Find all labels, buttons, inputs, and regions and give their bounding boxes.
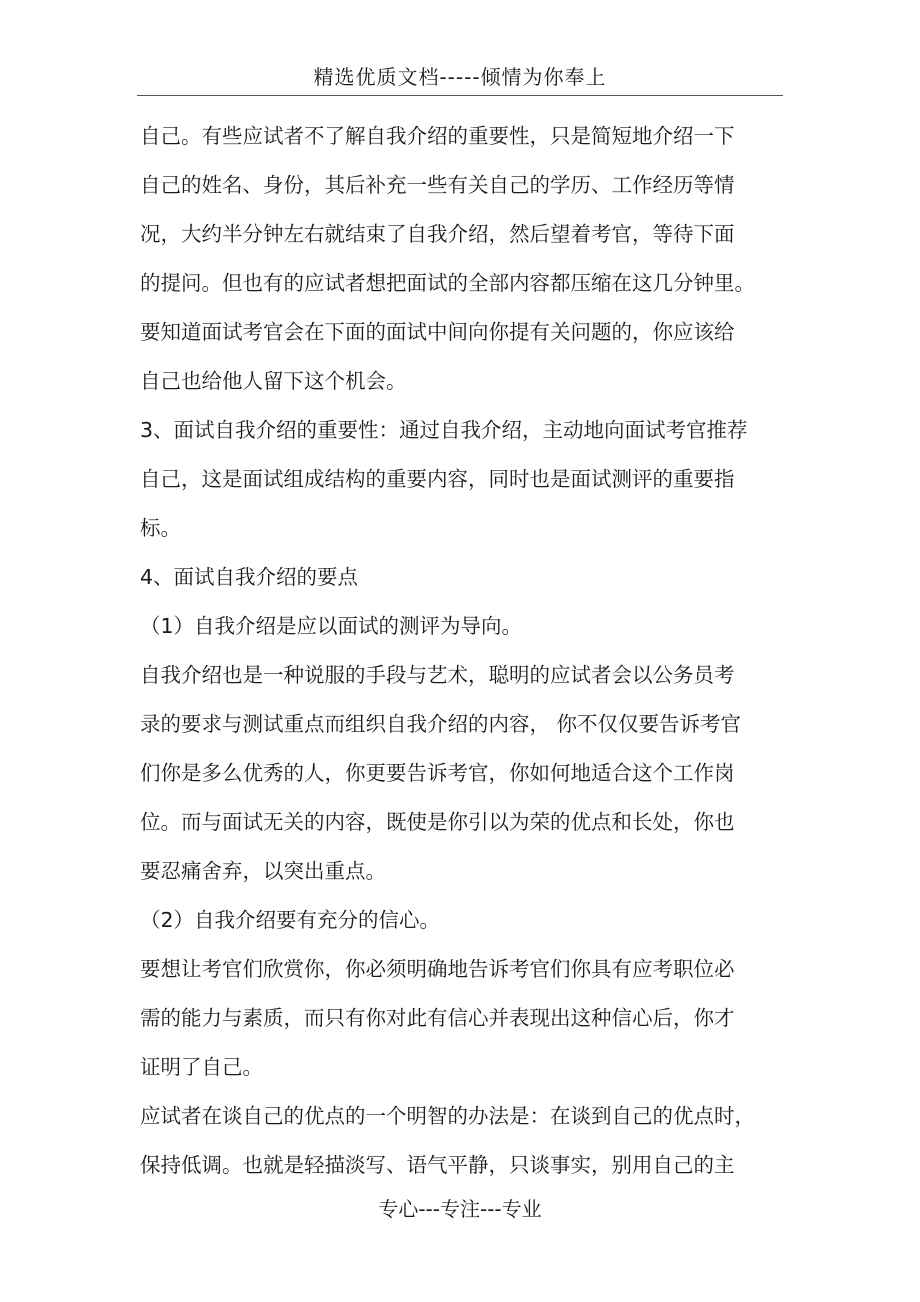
document-body <box>140 112 790 1190</box>
body-line: 自己也给他人留下这个机会。 <box>140 369 407 393</box>
section-heading-4: 4、面试自我介绍的要点 <box>140 565 359 589</box>
body-line: 保持低调。也就是轻描淡写、语气平静，只谈事实，别用自己的主 <box>140 1153 735 1177</box>
subheading-1: （1）自我介绍是应以面试的测评为导向。 <box>140 614 523 638</box>
body-line: 位。而与面试无关的内容，既使是你引以为荣的优点和长处，你也 <box>140 810 735 834</box>
body-line: 自我介绍也是一种说服的手段与艺术，聪明的应试者会以公务员考 <box>140 663 735 687</box>
body-line: 要知道面试考官会在下面的面试中间向你提有关问题的，你应该给 <box>140 320 735 344</box>
page-header: 精选优质文档-----倾情为你奉上 <box>313 65 607 89</box>
body-line: 应试者在谈自己的优点的一个明智的办法是：在谈到自己的优点时， <box>140 1104 755 1128</box>
body-line: 证明了自己。 <box>140 1055 263 1079</box>
body-line: 要忍痛舍弃，以突出重点。 <box>140 859 386 883</box>
body-line: 的提问。但也有的应试者想把面试的全部内容都压缩在这几分钟里。 <box>140 271 755 295</box>
body-line: 自己的姓名、身份，其后补充一些有关自己的学历、工作经历等情 <box>140 173 735 197</box>
body-line: 况，大约半分钟左右就结束了自我介绍，然后望着考官，等待下面 <box>140 222 735 246</box>
body-line: 自己，这是面试组成结构的重要内容，同时也是面试测评的重要指 <box>140 467 735 491</box>
body-line: 自己。有些应试者不了解自我介绍的重要性，只是简短地介绍一下 <box>140 124 735 148</box>
subheading-2: （2）自我介绍要有充分的信心。 <box>140 908 441 932</box>
header-divider <box>137 95 783 96</box>
section-heading-3: 3、面试自我介绍的重要性：通过自我介绍，主动地向面试考官推荐 <box>140 418 748 442</box>
body-line: 标。 <box>140 516 181 540</box>
body-line: 要想让考官们欣赏你，你必须明确地告诉考官们你具有应考职位必 <box>140 957 735 981</box>
body-line: 们你是多么优秀的人，你更要告诉考官，你如何地适合这个工作岗 <box>140 761 735 785</box>
body-line: 录的要求与测试重点而组织自我介绍的内容， 你不仅仅要告诉考官 <box>140 712 742 736</box>
page-footer: 专心---专注---专业 <box>378 1197 542 1221</box>
body-line: 需的能力与素质，而只有你对此有信心并表现出这种信心后，你才 <box>140 1006 735 1030</box>
